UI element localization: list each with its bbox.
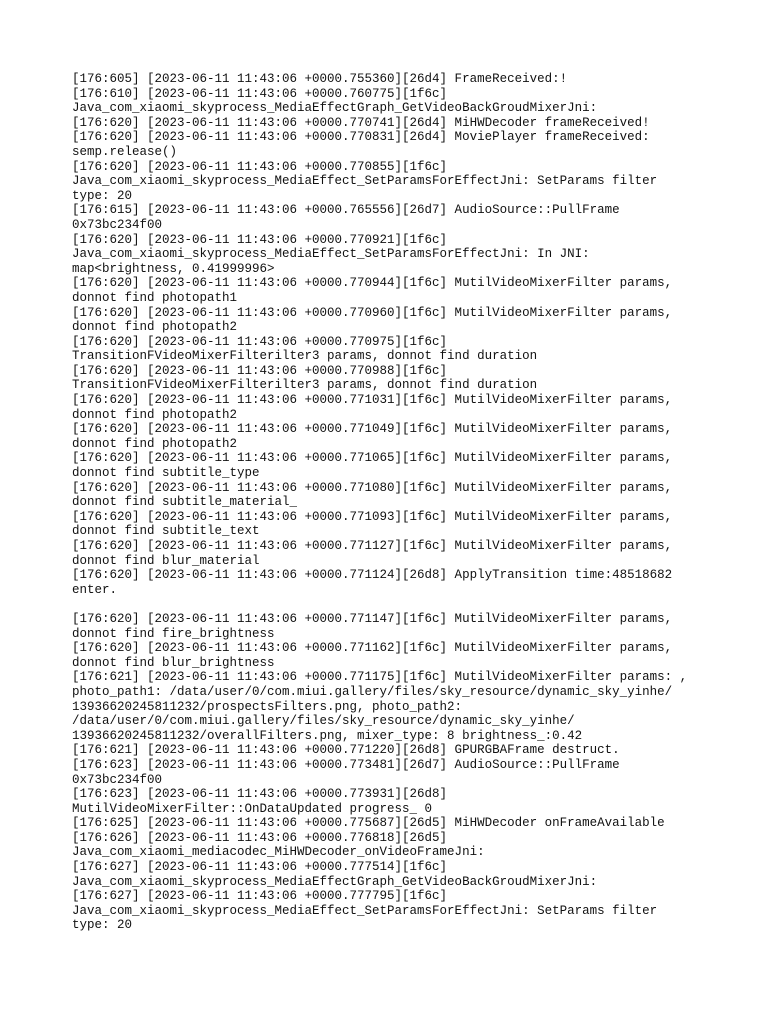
log-line: Java_com_xiaomi_skyprocess_MediaEffectGraph_GetVideoBackGroudMixerJni: bbox=[72, 874, 598, 889]
log-line: [176:620] [2023-06-11 11:43:06 +0000.770944][1f6c] MutilVideoMixerFilter params, bbox=[72, 276, 673, 291]
log-line: [176:620] [2023-06-11 11:43:06 +0000.770741][26d4] MiHWDecoder frameReceived! bbox=[72, 115, 650, 130]
log-line: [176:620] [2023-06-11 11:43:06 +0000.771093][1f6c] MutilVideoMixerFilter params, bbox=[72, 509, 673, 524]
log-line: donnot find blur_material bbox=[72, 553, 260, 568]
log-line: donnot find photopath2 bbox=[72, 436, 238, 451]
log-line: [176:623] [2023-06-11 11:43:06 +0000.773481][26d7] AudioSource::PullFrame bbox=[72, 757, 620, 772]
log-line: [176:610] [2023-06-11 11:43:06 +0000.760775][1f6c] bbox=[72, 86, 448, 101]
log-line: [176:621] [2023-06-11 11:43:06 +0000.771175][1f6c] MutilVideoMixerFilter params: , bbox=[72, 670, 688, 685]
log-line: [176:620] [2023-06-11 11:43:06 +0000.770831][26d4] MoviePlayer frameReceived: bbox=[72, 130, 650, 145]
log-line: [176:620] [2023-06-11 11:43:06 +0000.770855][1f6c] bbox=[72, 159, 448, 174]
log-line: donnot find subtitle_type bbox=[72, 466, 260, 481]
log-line: [176:620] [2023-06-11 11:43:06 +0000.770975][1f6c] bbox=[72, 334, 448, 349]
log-line: map<brightness, 0.41999996> bbox=[72, 261, 275, 276]
log-line: Java_com_xiaomi_skyprocess_MediaEffectGraph_GetVideoBackGroudMixerJni: bbox=[72, 101, 598, 116]
log-line: [176:620] [2023-06-11 11:43:06 +0000.770988][1f6c] bbox=[72, 363, 448, 378]
log-line: 13936620245811232/overallFilters.png, mixer_type: 8 brightness_:0.42 bbox=[72, 728, 583, 743]
log-line: [176:620] [2023-06-11 11:43:06 +0000.771049][1f6c] MutilVideoMixerFilter params, bbox=[72, 422, 673, 437]
log-line: [176:620] [2023-06-11 11:43:06 +0000.770960][1f6c] MutilVideoMixerFilter params, bbox=[72, 305, 673, 320]
log-line: [176:620] [2023-06-11 11:43:06 +0000.771162][1f6c] MutilVideoMixerFilter params, bbox=[72, 641, 673, 656]
log-line: TransitionFVideoMixerFilterilter3 params, donnot find duration bbox=[72, 378, 538, 393]
log-text-block bbox=[72, 72, 692, 933]
log-line: [176:621] [2023-06-11 11:43:06 +0000.771220][26d8] GPURGBAFrame destruct. bbox=[72, 743, 620, 758]
log-line: donnot find subtitle_material_ bbox=[72, 495, 298, 510]
log-line: Java_com_xiaomi_mediacodec_MiHWDecoder_onVideoFrameJni: bbox=[72, 845, 485, 860]
log-line: Java_com_xiaomi_skyprocess_MediaEffect_SetParamsForEffectJni: In JNI: bbox=[72, 247, 590, 262]
log-line: donnot find photopath2 bbox=[72, 407, 238, 422]
log-line: [176:627] [2023-06-11 11:43:06 +0000.777514][1f6c] bbox=[72, 860, 448, 875]
log-line: donnot find blur_brightness bbox=[72, 655, 275, 670]
log-line: MutilVideoMixerFilter::OnDataUpdated progress_ 0 bbox=[72, 801, 433, 816]
log-line: [176:620] [2023-06-11 11:43:06 +0000.771147][1f6c] MutilVideoMixerFilter params, bbox=[72, 611, 673, 626]
log-line: Java_com_xiaomi_skyprocess_MediaEffect_SetParamsForEffectJni: SetParams filter bbox=[72, 174, 658, 189]
log-line: 13936620245811232/prospectsFilters.png, photo_path2: bbox=[72, 699, 463, 714]
log-line: [176:620] [2023-06-11 11:43:06 +0000.771080][1f6c] MutilVideoMixerFilter params, bbox=[72, 480, 673, 495]
log-line: /data/user/0/com.miui.gallery/files/sky_resource/dynamic_sky_yinhe/ bbox=[72, 714, 575, 729]
log-line: [176:615] [2023-06-11 11:43:06 +0000.765556][26d7] AudioSource::PullFrame bbox=[72, 203, 620, 218]
log-line: donnot find photopath2 bbox=[72, 320, 238, 335]
log-line: 0x73bc234f00 bbox=[72, 217, 163, 232]
log-line: [176:623] [2023-06-11 11:43:06 +0000.773931][26d8] bbox=[72, 787, 448, 802]
log-line bbox=[72, 597, 692, 612]
log-line: type: 20 bbox=[72, 188, 133, 203]
log-line: donnot find subtitle_text bbox=[72, 524, 260, 539]
log-line: 0x73bc234f00 bbox=[72, 772, 163, 787]
log-line: [176:626] [2023-06-11 11:43:06 +0000.776818][26d5] bbox=[72, 830, 448, 845]
log-line: [176:627] [2023-06-11 11:43:06 +0000.777795][1f6c] bbox=[72, 889, 448, 904]
log-line: TransitionFVideoMixerFilterilter3 params, donnot find duration bbox=[72, 349, 538, 364]
log-line: donnot find photopath1 bbox=[72, 290, 238, 305]
log-line: [176:605] [2023-06-11 11:43:06 +0000.755360][26d4] FrameReceived:! bbox=[72, 72, 568, 86]
log-line: [176:620] [2023-06-11 11:43:06 +0000.771065][1f6c] MutilVideoMixerFilter params, bbox=[72, 451, 673, 466]
log-line: enter. bbox=[72, 582, 118, 597]
log-line: [176:620] [2023-06-11 11:43:06 +0000.770921][1f6c] bbox=[72, 232, 448, 247]
log-line: [176:620] [2023-06-11 11:43:06 +0000.771127][1f6c] MutilVideoMixerFilter params, bbox=[72, 539, 673, 553]
log-line: Java_com_xiaomi_skyprocess_MediaEffect_SetParamsForEffectJni: SetParams filter bbox=[72, 903, 658, 918]
log-line: [176:625] [2023-06-11 11:43:06 +0000.775687][26d5] MiHWDecoder onFrameAvailable bbox=[72, 816, 665, 831]
log-line: [176:620] [2023-06-11 11:43:06 +0000.771031][1f6c] MutilVideoMixerFilter params, bbox=[72, 393, 673, 408]
log-line: semp.release() bbox=[72, 144, 178, 159]
log-line: type: 20 bbox=[72, 918, 133, 933]
log-line: [176:620] [2023-06-11 11:43:06 +0000.771124][26d8] ApplyTransition time:48518682 bbox=[72, 568, 673, 583]
log-line: donnot find fire_brightness bbox=[72, 626, 275, 641]
log-line: photo_path1: /data/user/0/com.miui.gallery/files/sky_resource/dynamic_sky_yinhe/ bbox=[72, 684, 673, 699]
